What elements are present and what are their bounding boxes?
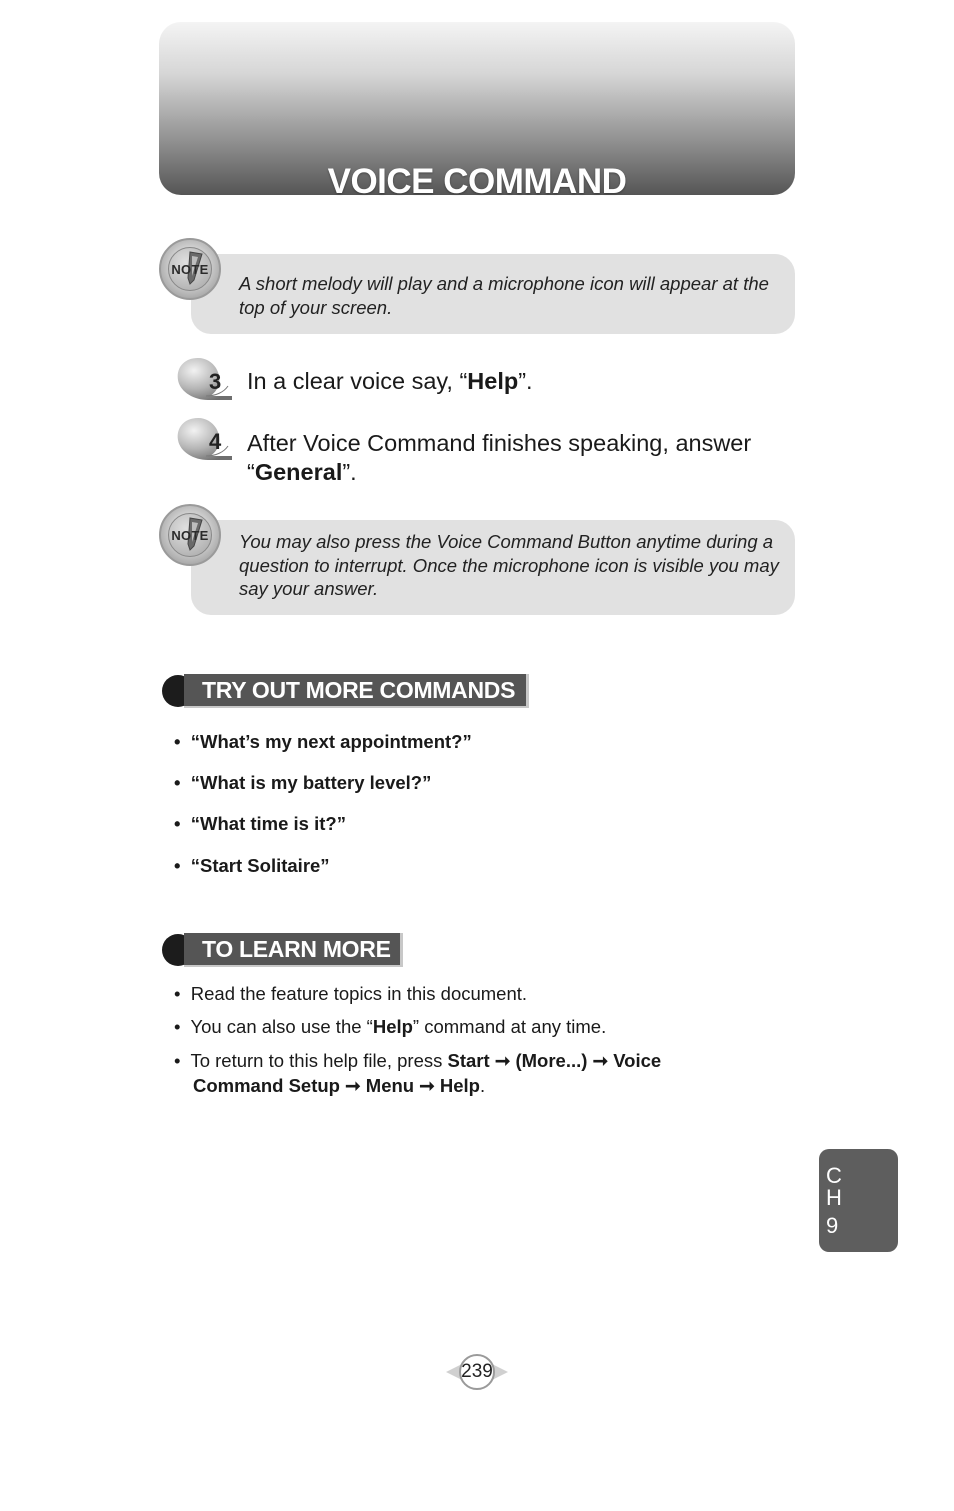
list-item: • “What is my battery level?” bbox=[174, 772, 432, 793]
list-item: • “What’s my next appointment?” bbox=[174, 731, 472, 752]
step-badge-3 bbox=[176, 356, 232, 402]
list-item: • Read the feature topics in this document. bbox=[174, 983, 528, 1004]
step-text-3: In a clear voice say, “Help”. bbox=[247, 368, 533, 394]
note-box-2 bbox=[191, 520, 795, 615]
note-box-1 bbox=[191, 254, 795, 334]
page-number: 239 bbox=[459, 1354, 495, 1390]
step-number-3: 3 bbox=[209, 369, 222, 394]
note-text-2: You may also press the Voice Command Button anytime during a question to interrupt. Once the microphone icon is visible you may say your answer. bbox=[239, 531, 779, 599]
list-item: • “Start Solitaire” bbox=[174, 855, 330, 876]
step-badge-4 bbox=[176, 416, 232, 462]
step-text-4: After Voice Command finishes speaking, answer “General”. bbox=[247, 430, 752, 485]
page-number-badge bbox=[446, 1352, 508, 1392]
list-item: • To return to this help file, press Start ➞ (More...) ➞ Voice Command Setup ➞ Menu ➞ Help. bbox=[174, 1050, 662, 1096]
section-title: TO LEARN MORE bbox=[184, 933, 403, 967]
chapter-tab: C H 9 bbox=[819, 1149, 898, 1252]
list-item: • You can also use the “Help” command at any time. bbox=[174, 1016, 607, 1037]
section-title: TRY OUT MORE COMMANDS bbox=[184, 674, 529, 708]
note-text-1: A short melody will play and a microphone icon will appear at the top of your screen. bbox=[239, 273, 769, 318]
page-header-banner bbox=[159, 22, 795, 201]
page-title: VOICE COMMAND bbox=[327, 162, 627, 201]
step-number-4: 4 bbox=[209, 429, 222, 454]
note-icon: NOTE bbox=[159, 504, 221, 566]
list-item: • “What time is it?” bbox=[174, 813, 346, 834]
note-icon: NOTE bbox=[159, 238, 221, 300]
